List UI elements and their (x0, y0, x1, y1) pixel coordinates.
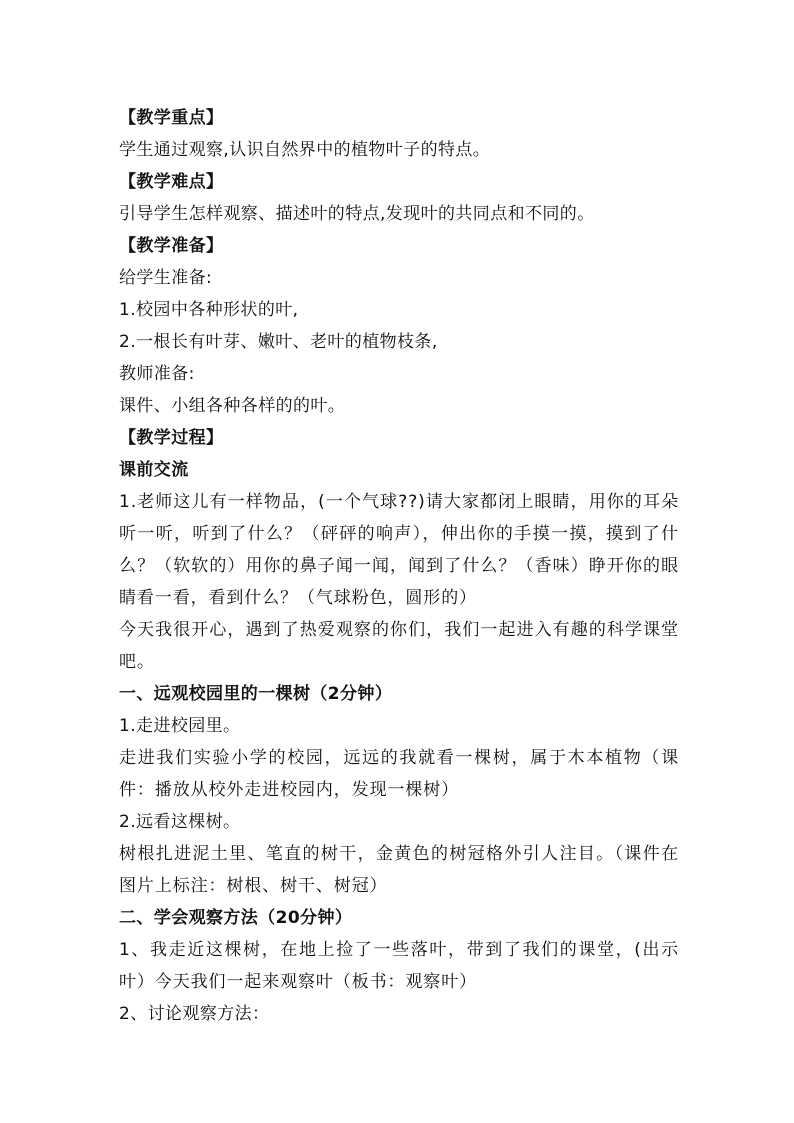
pre-class-paragraph-2: 今天我很开心，遇到了热爱观察的你们，我们一起进入有趣的科学课堂吧。 (119, 620, 679, 672)
section-heading-part-two: 二、学会观察方法（20分钟） (119, 908, 353, 928)
student-preparation-label: 给学生准备: (119, 268, 213, 288)
key-points-text: 学生通过观察,认识自然界中的植物叶子的特点。 (119, 140, 491, 160)
student-preparation-item-2: 2.一根长有叶芽、嫩叶、老叶的植物枝条, (119, 332, 438, 352)
part-one-paragraph-2: 树根扎进泥土里、笔直的树干，金黄色的树冠格外引人注目。（课件在图片上标注：树根、树干、树冠） (119, 844, 679, 896)
part-one-step-2: 2.远看这棵树。 (119, 812, 241, 832)
document-body (119, 102, 679, 1030)
section-heading-process: 【教学过程】 (119, 428, 224, 448)
part-one-step-1: 1.走进校园里。 (119, 716, 241, 736)
difficulties-text: 引导学生怎样观察、描述叶的特点,发现叶的共同点和不同的。 (119, 204, 595, 224)
section-heading-part-one: 一、远观校园里的一棵树（2分钟） (119, 684, 393, 704)
section-heading-key-points: 【教学重点】 (119, 108, 224, 128)
section-heading-difficulties: 【教学难点】 (119, 172, 224, 192)
part-two-step-2: 2、讨论观察方法： (119, 1004, 270, 1024)
teacher-preparation-label: 教师准备: (119, 364, 195, 384)
part-one-paragraph-1: 走进我们实验小学的校园，远远的我就看一棵树，属于木本植物（课件：播放从校外走进校园内，发现一棵树） (119, 748, 679, 800)
pre-class-paragraph-1: 1.老师这儿有一样物品，(一个气球??)请大家都闭上眼睛，用你的耳朵听一听，听到了什么？（砰砰的响声），伸出你的手摸一摸，摸到了什么？（软软的）用你的鼻子闻一闻，闻到了什么？（香味）睁开你的眼睛看一看，看到什么？（气球粉色，圆形的） (119, 492, 679, 608)
teacher-preparation-text: 课件、小组各种各样的的叶。 (119, 396, 346, 416)
section-heading-preparation: 【教学准备】 (119, 236, 224, 256)
part-two-paragraph-1: 1、我走近这棵树，在地上捡了一些落叶，带到了我们的课堂，(出示叶）今天我们一起来观察叶（板书：观察叶） (119, 940, 679, 992)
student-preparation-item-1: 1.校园中各种形状的叶, (119, 300, 299, 320)
subheading-pre-class: 课前交流 (119, 460, 189, 480)
